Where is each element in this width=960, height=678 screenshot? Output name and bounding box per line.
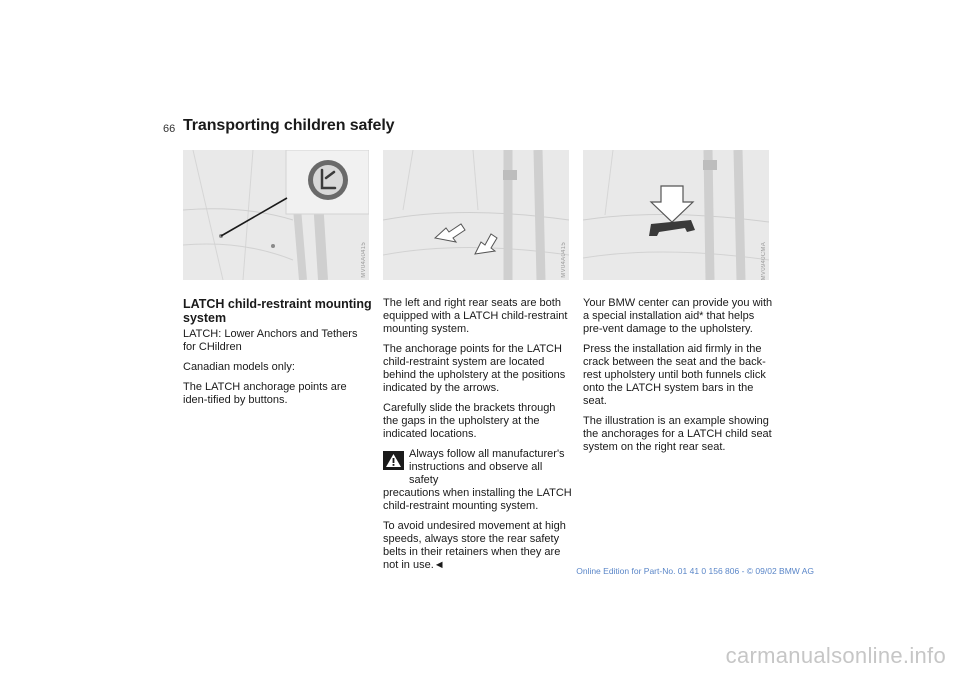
watermark: carmanualsonline.info [725, 643, 946, 668]
figure-code: MV04A0415 [561, 242, 567, 278]
column-latch-intro [183, 297, 373, 414]
paragraph: The illustration is an example showing the anchorages for a LATCH child seat system on the right rear seat. [583, 415, 772, 453]
paragraph: Canadian models only: [183, 361, 295, 373]
column-anchorage-points [383, 297, 573, 579]
footer-edition-note: Online Edition for Part-No. 01 41 0 156 806 - © 09/02 BMW AG [576, 566, 814, 576]
paragraph: Carefully slide the brackets through the gaps in the upholstery at the indicated locations. [383, 402, 556, 440]
figure-latch-button [183, 150, 369, 280]
seat-illustration-1 [183, 150, 369, 280]
paragraph: Your BMW center can provide you with a special installation aid* that helps pre-vent damage to the upholstery. [583, 297, 773, 335]
seat-illustration-2 [383, 150, 569, 280]
warning-triangle-icon [383, 451, 404, 470]
warning-body: precautions when installing the LATCH child-restraint mounting system. [383, 487, 572, 512]
page-title: Transporting children safely [183, 117, 395, 134]
section-heading: LATCH child-restraint mounting system [183, 297, 372, 325]
page-number: 66 [163, 123, 176, 135]
figure-code: MV0940CMA [761, 242, 767, 280]
paragraph: The anchorage points for the LATCH child-restraint system are located behind the upholstery at the positions indicated by the arrows. [383, 343, 566, 394]
paragraph: LATCH: Lower Anchors and Tethers for CHildren [183, 328, 358, 353]
column-installation-aid [583, 297, 773, 461]
warning-head [383, 448, 573, 487]
figure-anchorage-arrows [383, 150, 569, 280]
paragraph: The LATCH anchorage points are iden-tified by buttons. [183, 381, 347, 406]
figure-code: MV04A0415 [361, 242, 367, 278]
figure-installation-aid [583, 150, 769, 280]
paragraph: The left and right rear seats are both equipped with a LATCH child-restraint mounting system. [383, 297, 568, 335]
seat-illustration-3 [583, 150, 769, 280]
warning-body: To avoid undesired movement at high speeds, always store the rear safety belts in their retainers when they are not in use.◄ [383, 520, 566, 571]
warning-note [383, 448, 573, 572]
paragraph: Press the installation aid firmly in the crack between the seat and the back-rest upholstery until both funnels click onto the LATCH system bars in the seat. [583, 343, 766, 407]
warning-lead: Always follow all manufacturer's instructions and observe all safety [409, 448, 565, 486]
